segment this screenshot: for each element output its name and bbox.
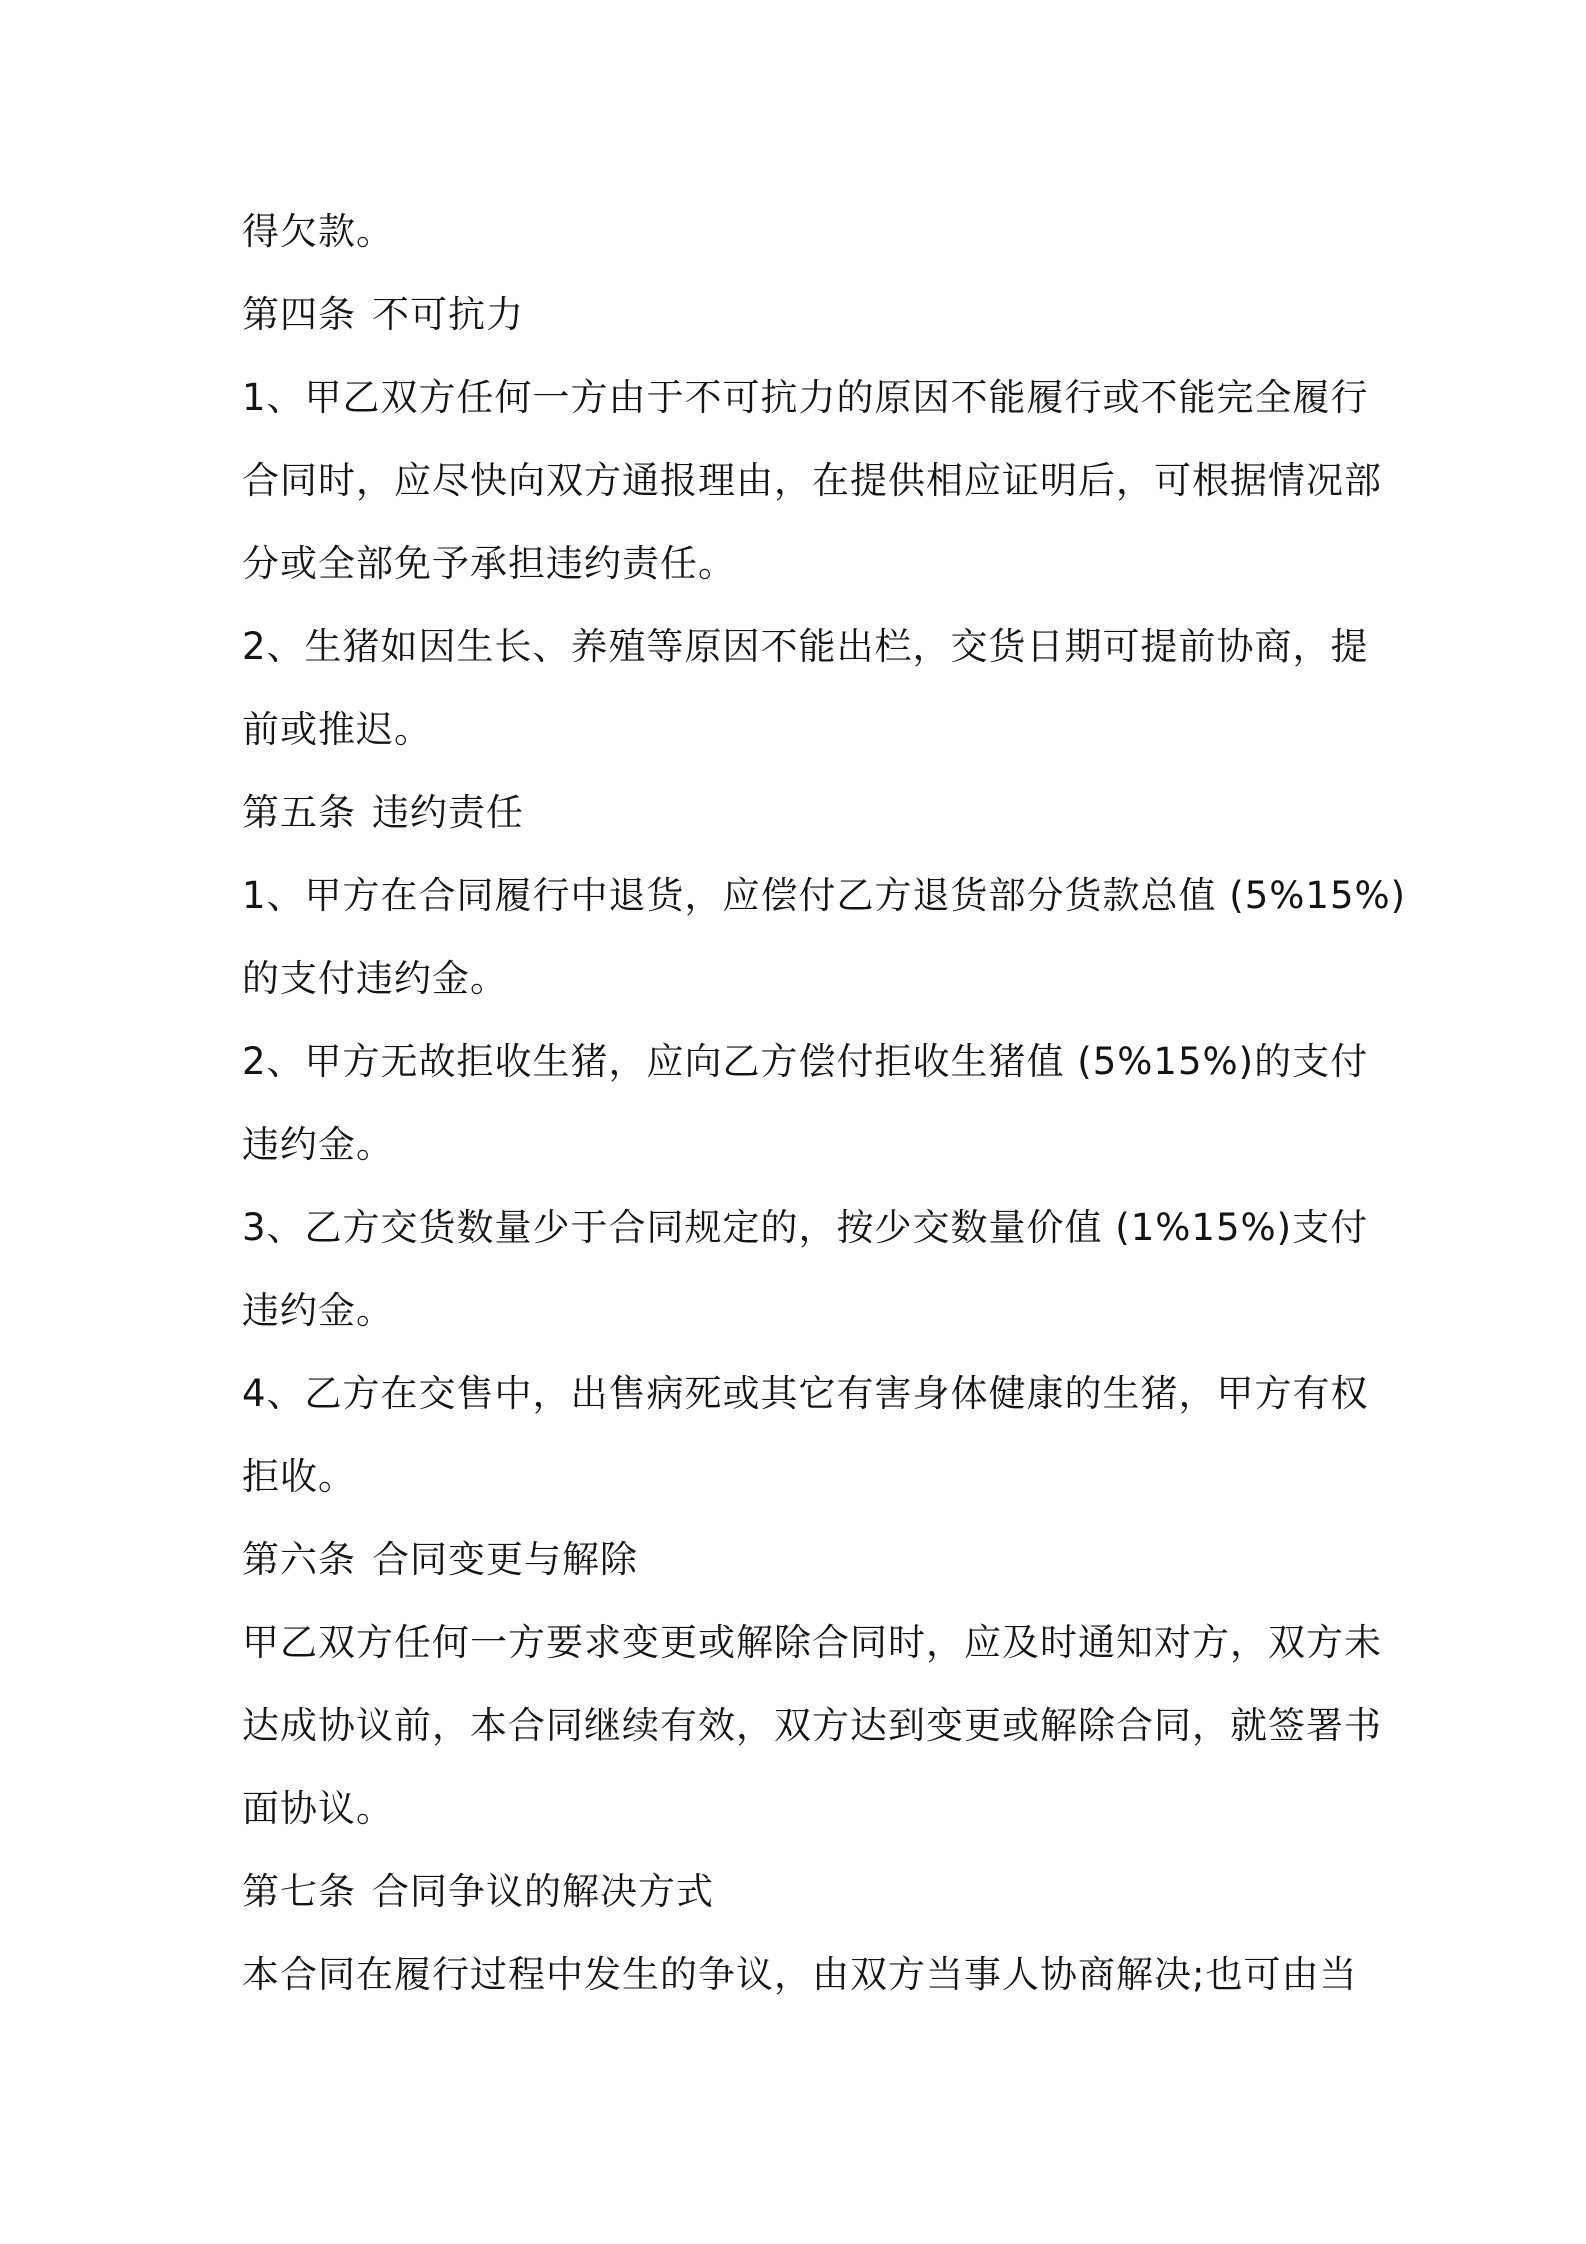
paragraph-line: 甲乙双方任何一方要求变更或解除合同时，应及时通知对方，双方未 — [242, 1621, 1382, 1664]
paragraph-line: 合同时，应尽快向双方通报理由，在提供相应证明后，可根据情况部 — [242, 459, 1382, 502]
paragraph-line: 本合同在履行过程中发生的争议，由双方当事人协商解决;也可由当 — [242, 1953, 1358, 1996]
article-number: 第五条 — [242, 791, 356, 834]
article-heading-4 — [242, 273, 1362, 356]
paragraph-line: 违约金。 — [242, 1289, 394, 1332]
paragraph-line: 的支付违约金。 — [242, 957, 508, 1000]
article-number: 第六条 — [242, 1538, 356, 1581]
paragraph-line: 4、乙方在交售中，出售病死或其它有害身体健康的生猪，甲方有权 — [242, 1372, 1369, 1415]
article-title: 违约责任 — [372, 791, 524, 834]
paragraph-line: 3、乙方交货数量少于合同规定的，按少交数量价值 (1%15%)支付 — [242, 1206, 1369, 1249]
article-title: 合同争议的解决方式 — [372, 1870, 714, 1913]
document-body — [242, 190, 1407, 2016]
article-heading-6 — [242, 1518, 1362, 1601]
paragraph-line: 前或推迟。 — [242, 708, 432, 751]
paragraph-line: 达成协议前，本合同继续有效，双方达到变更或解除合同，就签署书 — [242, 1704, 1382, 1747]
paragraph-line: 2、甲方无故拒收生猪，应向乙方偿付拒收生猪值 (5%15%)的支付 — [242, 1040, 1369, 1083]
paragraph-line: 2、生猪如因生长、养殖等原因不能出栏，交货日期可提前协商，提 — [242, 625, 1369, 668]
paragraph-line: 1、甲乙双方任何一方由于不可抗力的原因不能履行或不能完全履行 — [242, 376, 1369, 419]
paragraph-line: 1、甲方在合同履行中退货，应偿付乙方退货部分货款总值 (5%15%) — [242, 874, 1407, 917]
paragraph-line: 拒收。 — [242, 1455, 356, 1498]
paragraph-line: 面协议。 — [242, 1787, 394, 1830]
article-title: 不可抗力 — [372, 293, 524, 336]
article-number: 第七条 — [242, 1870, 356, 1913]
article-heading-7 — [242, 1850, 1362, 1933]
paragraph-line: 违约金。 — [242, 1123, 394, 1166]
article-heading-5 — [242, 771, 1362, 854]
paragraph-line: 得欠款。 — [242, 210, 394, 253]
article-number: 第四条 — [242, 293, 356, 336]
article-title: 合同变更与解除 — [372, 1538, 638, 1581]
paragraph-line: 分或全部免予承担违约责任。 — [242, 542, 736, 585]
